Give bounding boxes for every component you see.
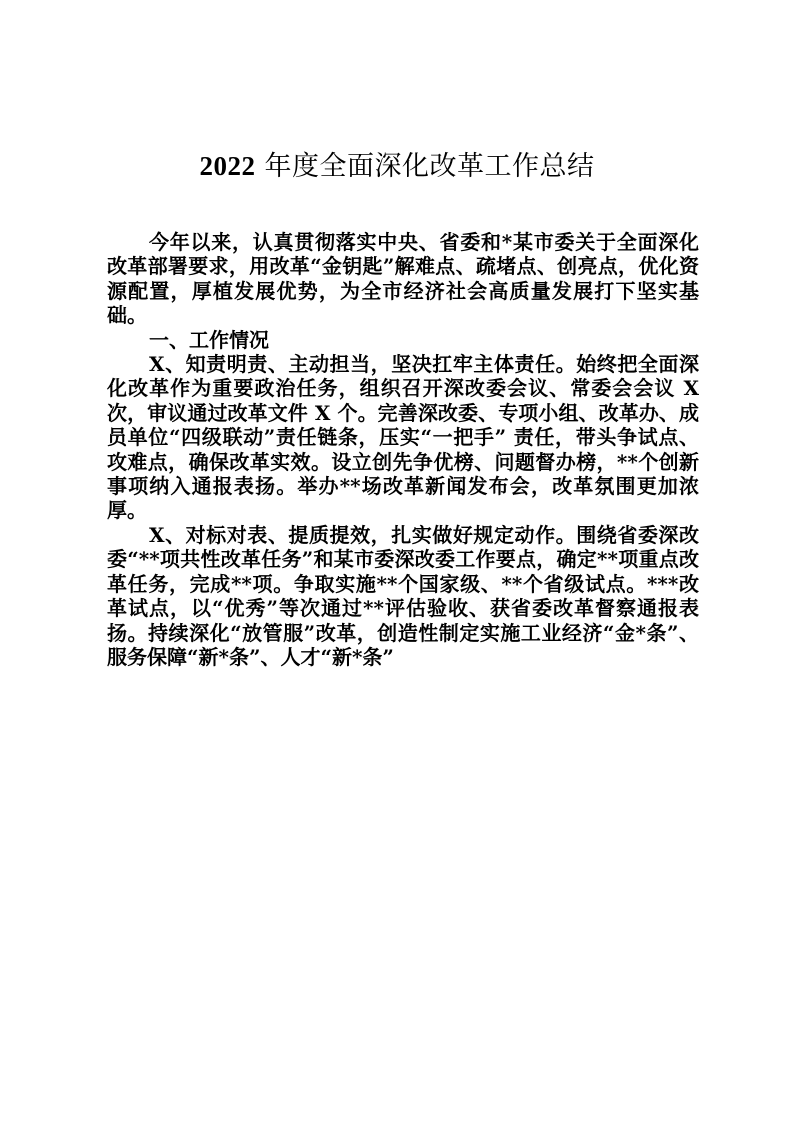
intro-paragraph: 今年以来，认真贯彻落实中央、省委和*某市委关于全面深化改革部署要求，用改革“金钥匙”解难点、疏堵点、创亮点，优化资源配置，厚植发展优势，为全市经济社会高质量发展打下坚实基础。 [107, 230, 699, 328]
work-item-paragraph-2: X、对标对表、提质提效，扎实做好规定动作。围绕省委深改委“**项共性改革任务”和某市委深改委工作要点，确定**项重点改革任务，完成**项。争取实施**个国家级、**个省级试点。***改革试点，以“优秀”等次通过**评估验收、获省委改革督察通报表扬。持续深化“放管服”改革，创造性制定实施工业经济“金*条”、服务保障“新*条”、人才“新*条” [107, 522, 699, 669]
document-title [0, 148, 794, 185]
work-item-paragraph-1: X、知责明责、主动担当，坚决扛牢主体责任。始终把全面深化改革作为重要政治任务，组织召开深改委会议、常委会会议 X 次，审议通过改革文件 X 个。完善深改委、专项小组、改革办、成员单位“四级联动”责任链条，压实“一把手” 责任，带头争试点、攻难点，确保改革实效。设立创先争优榜、问题督办榜，**个创新事项纳入通报表扬。举办**场改革新闻发布会，改革氛围更加浓厚。 [107, 352, 699, 523]
title-text: 年度全面深化改革工作总结 [255, 151, 595, 182]
section-heading: 一、工作情况 [149, 327, 269, 352]
document-body [107, 230, 699, 669]
title-year: 2022 [199, 151, 256, 181]
